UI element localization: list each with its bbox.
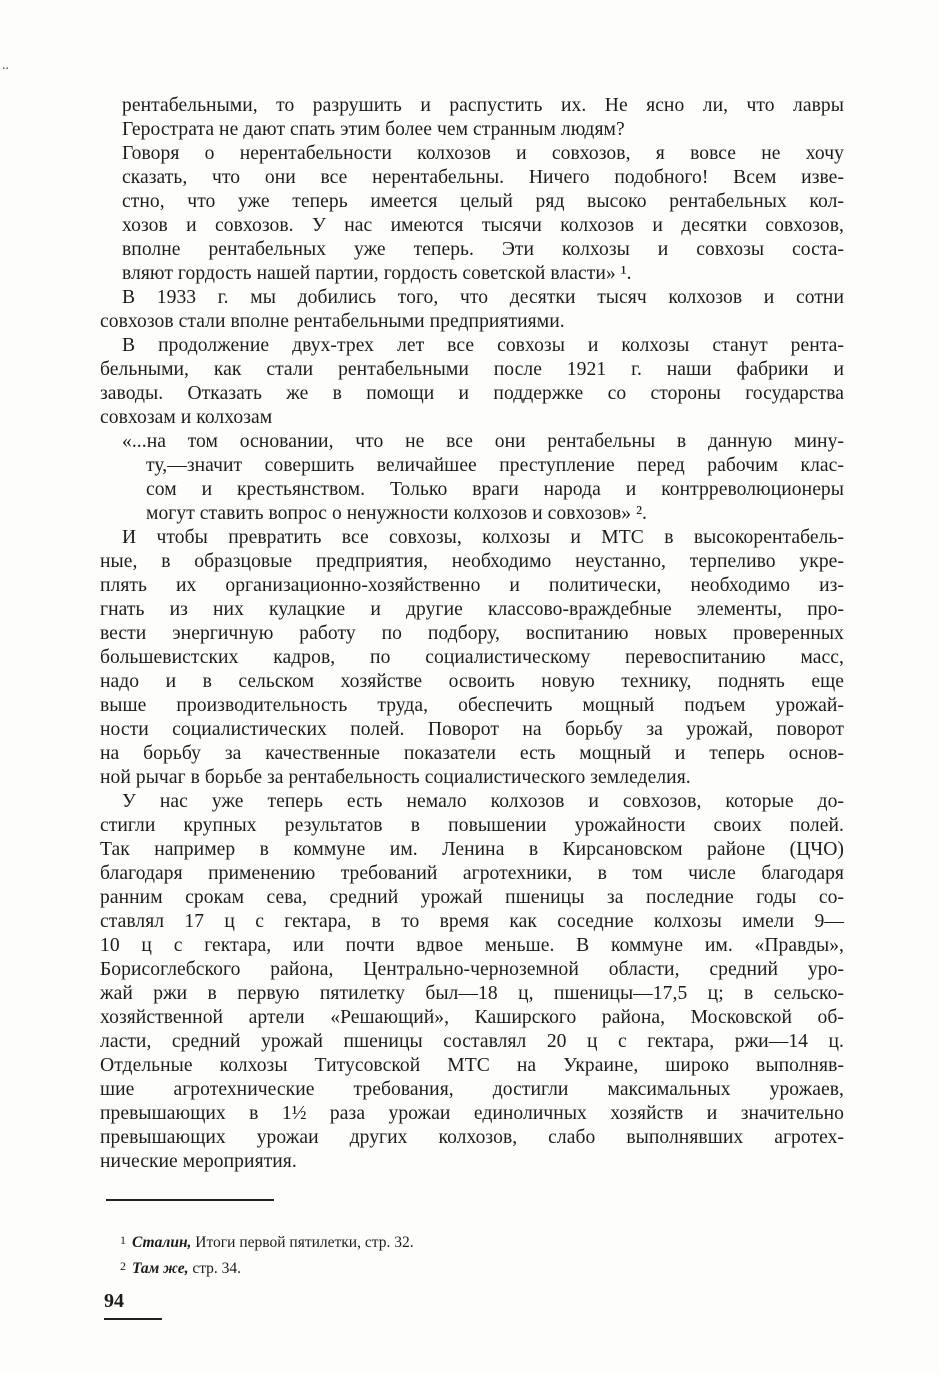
text-line: стно, что уже теперь имеется целый ряд высоко рентабельных кол- [122, 191, 844, 212]
footnote-text: Итоги первой пятилетки, стр. 32. [191, 1234, 414, 1251]
text-line: совхозов стали вполне рентабельными предприятиями. [100, 311, 565, 332]
text-line: вполне рентабельных уже теперь. Эти колхозы и совхозы соста- [122, 239, 844, 260]
text-line: шие агротехнические требования, достигли максимальных урожаев, [100, 1079, 844, 1100]
footnote-author: Там же, [132, 1260, 189, 1277]
text-line: плять их организационно-хозяйственно и политически, необходимо из- [100, 575, 844, 596]
text-line: хозов и совхозов. У нас имеются тысячи колхозов и десятки совхозов, [122, 215, 844, 236]
body-text [100, 94, 844, 1174]
text-line: У нас уже теперь есть немало колхозов и совхозов, которые до- [122, 791, 844, 812]
text-line: «...на том основании, что не все они рентабельны в данную мину- [122, 431, 844, 452]
text-line: Борисоглебского района, Центрально-черноземной области, средний уро- [100, 959, 844, 980]
footnote-text: стр. 34. [188, 1260, 242, 1277]
text-line: сказать, что они все нерентабельны. Ничего подобного! Всем изве- [122, 167, 844, 188]
footnote-number: 1 [120, 1233, 126, 1247]
text-line: заводы. Отказать же в помощи и поддержке со стороны государства [100, 383, 844, 404]
text-line: В 1933 г. мы добились того, что десятки тысяч колхозов и сотни [122, 287, 844, 308]
text-line: Так например в коммуне им. Ленина в Кирсановском районе (ЦЧО) [100, 839, 844, 860]
text-line: рентабельными, то разрушить и распустить их. Не ясно ли, что лавры [122, 95, 844, 116]
text-line: большевистских кадров, по социалистическому перевоспитанию масс, [100, 647, 844, 668]
footnote [120, 1253, 414, 1279]
text-line: Отдельные колхозы Титусовской МТС на Украине, широко выполняв- [100, 1055, 844, 1076]
text-line: сом и крестьянством. Только враги народа и контрреволюционеры [146, 479, 844, 500]
footnotes [120, 1227, 414, 1279]
footnote [120, 1227, 414, 1253]
text-line: ной рычаг в борьбе за рентабельность социалистического земледелия. [100, 767, 691, 788]
margin-mark: .. [2, 58, 9, 73]
text-line: ные, в образцовые предприятия, необходимо неустанно, терпеливо укре- [100, 551, 844, 572]
text-line: выше производительность труда, обеспечить мощный подъем урожай- [100, 695, 844, 716]
text-line: на борьбу за качественные показатели есть мощный и теперь основ- [100, 743, 844, 764]
text-line: благодаря применению требований агротехники, в том числе благодаря [100, 863, 844, 884]
text-line: совхозам и колхозам [100, 407, 273, 428]
text-line: вести энергичную работу по подбору, воспитанию новых проверенных [100, 623, 844, 644]
text-line: вляют гордость нашей партии, гордость советской власти» ¹. [122, 263, 632, 284]
text-line: ту,—значит совершить величайшее преступление перед рабочим клас- [146, 455, 844, 476]
text-line: бельными, как стали рентабельными после 1921 г. наши фабрики и [100, 359, 844, 380]
text-line: могут ставить вопрос о ненужности колхозов и совхозов» ². [146, 503, 647, 524]
text-line: ставлял 17 ц с гектара, в то время как соседние колхозы имели 9— [100, 911, 844, 932]
text-line: нические мероприятия. [100, 1151, 297, 1172]
page-number: 94 [104, 1290, 124, 1312]
text-line: И чтобы превратить все совхозы, колхозы и МТС в высокорентабель- [122, 527, 844, 548]
text-line: гнать из них кулацкие и другие классово-враждебные элементы, про- [100, 599, 844, 620]
page-number-rule [104, 1318, 162, 1320]
text-line: жай ржи в первую пятилетку был—18 ц, пшеницы—17,5 ц; в сельско- [100, 983, 844, 1004]
text-line: В продолжение двух-трех лет все совхозы и колхозы станут рента- [122, 335, 844, 356]
text-line: превышающих в 1½ раза урожаи единоличных хозяйств и значительно [100, 1103, 844, 1124]
footnote-number: 2 [120, 1259, 126, 1273]
text-line: ранним срокам сева, средний урожай пшеницы за последние годы со- [100, 887, 844, 908]
text-line: хозяйственной артели «Решающий», Каширского района, Московской об- [100, 1007, 844, 1028]
text-line: надо и в сельском хозяйстве освоить новую технику, поднять еще [100, 671, 844, 692]
text-line: превышающих урожаи других колхозов, слабо выполнявших агротех- [100, 1127, 844, 1148]
text-line: ности социалистических полей. Поворот на борьбу за урожай, поворот [100, 719, 844, 740]
text-line: ласти, средний урожай пшеницы составлял 20 ц с гектара, ржи—14 ц. [100, 1031, 844, 1052]
text-line: стигли крупных результатов в повышении урожайности своих полей. [100, 815, 844, 836]
text-line: Герострата не дают спать этим более чем странным людям? [122, 119, 625, 140]
footnote-author: Сталин, [132, 1234, 192, 1251]
text-line: Говоря о нерентабельности колхозов и совхозов, я вовсе не хочу [122, 143, 844, 164]
footnote-rule [106, 1199, 274, 1201]
text-line: 10 ц с гектара, или почти вдвое меньше. В коммуне им. «Правды», [100, 935, 844, 956]
